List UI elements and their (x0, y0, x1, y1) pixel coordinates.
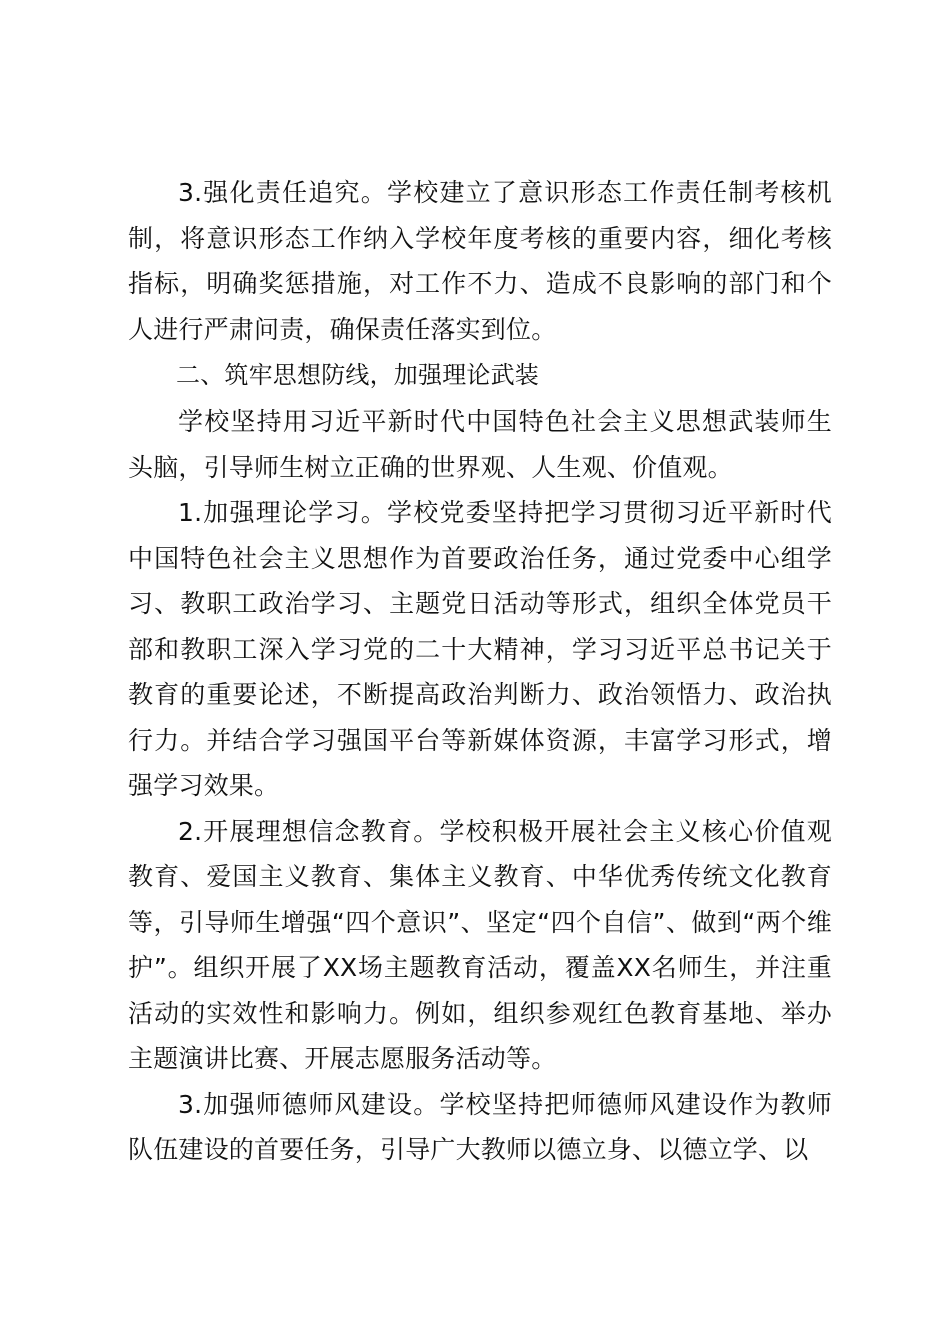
section-heading-2: 二、筑牢思想防线，加强理论武装 (176, 361, 539, 389)
paragraph-ideals-education: 2.开展理想信念教育。学校积极开展社会主义核心价值观教育、爱国主义教育、集体主义教育、中华优秀传统文化教育等，引导师生增强“四个意识”、坚定“四个自信”、做到“两个维护”。组织开展了XX场主题教育活动，覆盖XX名师生，并注重活动的实效性和影响力。例如，组织参观红色教育基地、举办主题演讲比赛、开展志愿服务活动等。 (128, 816, 832, 1073)
document-body (128, 170, 832, 1173)
paragraph-theory-study: 1.加强理论学习。学校党委坚持把学习贯彻习近平新时代中国特色社会主义思想作为首要政治任务，通过党委中心组学习、教职工政治学习、主题党日活动等形式，组织全体党员干部和教职工深入学习党的二十大精神，学习习近平总书记关于教育的重要论述，不断提高政治判断力、政治领悟力、政治执行力。并结合学习强国平台等新媒体资源，丰富学习形式，增强学习效果。 (128, 498, 832, 800)
paragraph-teacher-ethics: 3.加强师德师风建设。学校坚持把师德师风建设作为教师队伍建设的首要任务，引导广大教师以德立身、以德立学、以 (128, 1089, 832, 1164)
paragraph-section-intro: 学校坚持用习近平新时代中国特色社会主义思想武装师生头脑，引导师生树立正确的世界观、人生观、价值观。 (128, 407, 832, 482)
paragraph-accountability: 3.强化责任追究。学校建立了意识形态工作责任制考核机制，将意识形态工作纳入学校年度考核的重要内容，细化考核指标，明确奖惩措施，对工作不力、造成不良影响的部门和个人进行严肃问责，确保责任落实到位。 (128, 178, 832, 344)
